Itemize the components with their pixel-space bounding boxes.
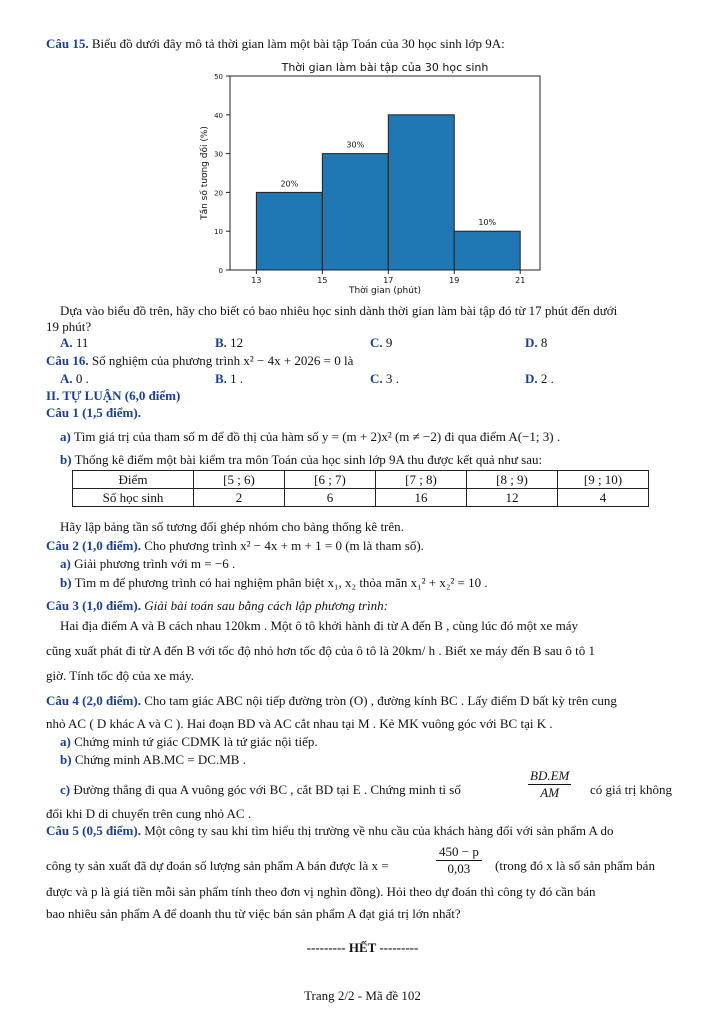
y-tick-label: 10	[214, 228, 223, 237]
c4-c-cont: có giá trị không	[590, 782, 672, 797]
q16-option-d[interactable]: D. 2 .	[525, 371, 554, 386]
table-cell: [6 ; 7)	[285, 471, 376, 489]
bar-data-label: 10%	[478, 218, 497, 228]
q15-option-c[interactable]: C. 9	[370, 335, 393, 350]
c5-stem: Câu 5 (0,5 điểm). Một công ty sau khi tìm hiểu thị trường về nhu cầu của khách hàng đối với sản phẩm A do	[46, 823, 614, 838]
c4-c: c) Đường thẳng đi qua A vuông góc với BC , cắt BD tại E . Chứng minh tỉ số	[60, 782, 461, 797]
c3-line1: Hai địa điểm A và B cách nhau 120km . Một ô tô khởi hành đi từ A đến B , cùng lúc đó một xe máy	[60, 618, 578, 633]
q16-option-c[interactable]: C. 3 .	[370, 371, 399, 386]
table-cell: [7 ; 8)	[376, 471, 467, 489]
y-tick-label: 0	[218, 267, 223, 275]
q16-option-b[interactable]: B. 1 .	[215, 371, 244, 386]
score-table	[72, 470, 649, 507]
table-row	[73, 471, 649, 489]
y-tick-label: 30	[214, 150, 223, 159]
x-tick-label: 19	[449, 276, 460, 285]
c3-line2: cũng xuất phát đi từ A đến B với tốc độ nhỏ hơn tốc độ của ô tô là 20km/ h . Biết xe máy đến B sau ô tô 1	[46, 643, 596, 658]
c4-a: a) Chứng minh tứ giác CDMK là tứ giác nội tiếp.	[60, 734, 318, 749]
q15-label: Câu 15.	[46, 36, 89, 51]
q15-stem	[46, 36, 505, 52]
x-axis-label: Thời gian (phút)	[348, 286, 422, 296]
page-footer: Trang 2/2 - Mã đề 102	[304, 988, 421, 1003]
c1-a: a) Tìm giá trị của tham số m để đồ thị của hàm số y = (m + 2)x² (m ≠ −2) đi qua điểm A(−1; 3) .	[60, 429, 561, 444]
c3-stem: Câu 3 (1,0 điểm). Giải bài toán sau bằng cách lập phương trình:	[46, 598, 388, 613]
c1-after: Hãy lập bảng tần số tương đối ghép nhóm cho bảng thống kê trên.	[60, 519, 404, 534]
bar-data-label: 20%	[280, 179, 299, 189]
y-tick-label: 50	[214, 73, 223, 81]
table-cell: [9 ; 10)	[558, 471, 649, 489]
table-cell: 4	[558, 489, 649, 507]
c5-line2a: công ty sản xuất đã dự đoán số lượng sản phẩm A bán được là x =	[46, 858, 389, 873]
c3-line3: giờ. Tính tốc độ của xe máy.	[46, 668, 195, 683]
table-cell: 2	[194, 489, 285, 507]
table-cell: 16	[376, 489, 467, 507]
q15-option-a[interactable]: A. 11	[60, 335, 89, 350]
x-tick-label: 15	[317, 276, 328, 285]
c1-b: b) Thống kê điểm một bài kiểm tra môn Toán của học sinh lớp 9A thu được kết quả như sau:	[60, 452, 543, 467]
chart-title: Thời gian làm bài tập của 30 học sinh	[281, 61, 489, 74]
c4-b: b) Chứng minh AB.MC = DC.MB .	[60, 752, 246, 767]
histogram-bar	[454, 231, 520, 270]
c2-a: a) Giải phương trình với m = −6 .	[60, 556, 236, 571]
c4-stem: Câu 4 (2,0 điểm). Cho tam giác ABC nội tiếp đường tròn (O) , đường kính BC . Lấy điểm D bất kỳ trên cung	[46, 693, 617, 708]
q16-label: Câu 16.	[46, 353, 89, 368]
histogram-bar	[388, 115, 454, 270]
table-cell: [8 ; 9)	[467, 471, 558, 489]
c4-fraction: BD.EM AM	[530, 768, 570, 800]
y-axis-label: Tần số tương đối (%)	[200, 126, 210, 220]
q15-option-b[interactable]: B. 12	[215, 335, 244, 350]
c5-line3: được và p là giá tiền mỗi sản phẩm tính theo đơn vị nghìn đồng). Hỏi theo dự đoán thì công ty đó cần bán	[46, 884, 596, 899]
table-head: Điểm	[73, 471, 194, 489]
c5-fraction: 450 − p 0,03	[436, 844, 482, 877]
table-cell: [5 ; 6)	[194, 471, 285, 489]
x-tick-label: 17	[383, 276, 394, 285]
y-tick-label: 20	[214, 189, 223, 198]
table-head: Số học sinh	[73, 489, 194, 507]
q15-question-1: Dựa vào biểu đồ trên, hãy cho biết có bao nhiêu học sinh dành thời gian làm bài tập đó từ 17 phút đến dưới	[60, 303, 618, 318]
table-row	[73, 489, 649, 507]
c5-line4: bao nhiêu sản phẩm A để doanh thu từ việc bán sản phẩm A đạt giá trị lớn nhất?	[46, 906, 461, 921]
y-tick-label: 40	[214, 111, 223, 120]
q16-stem	[46, 353, 353, 369]
bar-data-label: 30%	[346, 140, 365, 150]
c4-line2: nhỏ AC ( D khác A và C ). Hai đoạn BD và AC cắt nhau tại M . Kẻ MK vuông góc với BC tại K .	[46, 716, 553, 731]
x-tick-label: 13	[251, 276, 262, 285]
q16-text: Số nghiệm của phương trình x² − 4x + 2026 = 0 là	[91, 353, 354, 368]
histogram-bar	[256, 192, 322, 270]
x-tick-label: 21	[515, 276, 526, 285]
table-cell: 12	[467, 489, 558, 507]
q16-option-a[interactable]: A. 0 .	[60, 371, 89, 386]
c5-line2b: (trong đó x là số sản phẩm bán	[495, 858, 655, 873]
c2-b: b) Tìm m để phương trình có hai nghiệm phân biệt x₁, x₂ thỏa mãn x₁² + x₂² = 10 .	[60, 575, 488, 590]
c4-c-line3: đổi khi D di chuyển trên cung nhỏ AC .	[46, 806, 252, 821]
histogram-chart	[190, 58, 550, 298]
part2-title: II. TỰ LUẬN (6,0 điểm)	[46, 388, 181, 403]
c2-stem: Câu 2 (1,0 điểm). Cho phương trình x² − 4x + m + 1 = 0 (m là tham số).	[46, 538, 424, 553]
c1-label: Câu 1 (1,5 điểm).	[46, 405, 141, 420]
table-cell: 6	[285, 489, 376, 507]
q15-option-d[interactable]: D. 8	[525, 335, 548, 350]
q15-text: Biểu đồ dưới đây mô tả thời gian làm một bài tập Toán của 30 học sinh lớp 9A:	[91, 36, 505, 51]
histogram-bar	[322, 154, 388, 270]
end-marker: --------- HẾT ---------	[306, 940, 419, 955]
q15-question-2: 19 phút?	[46, 319, 92, 334]
